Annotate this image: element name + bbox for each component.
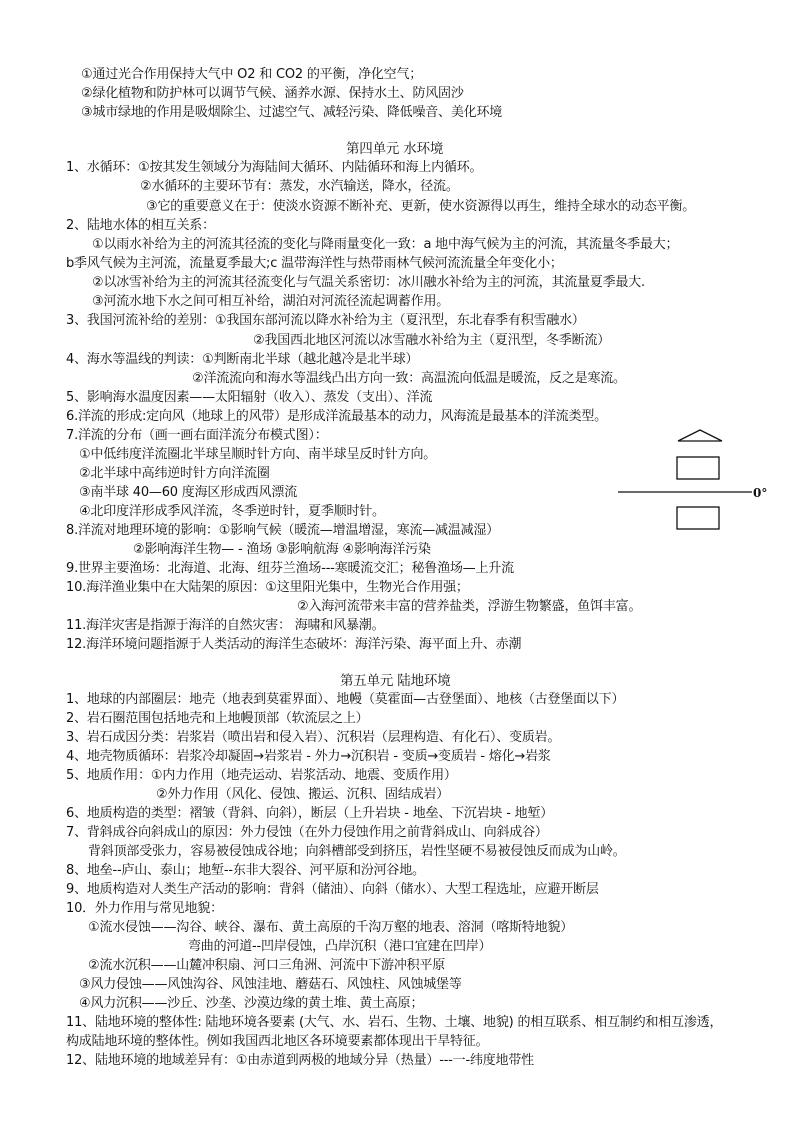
text-line: 2、岩石圈范围包括地壳和上地幔顶部（软流层之上）	[66, 711, 369, 726]
text-line: 9、地质构造对人类生产活动的影响：背斜（储油）、向斜（储水）、大型工程选址，应避开断层	[66, 882, 599, 897]
text-line: 6、地质构造的类型：褶皱（背斜、向斜），断层（上升岩块 - 地垒、下沉岩块 - 地堑）	[66, 806, 554, 821]
text-line: ③南半球 40—60 度海区形成西风漂流	[79, 485, 298, 500]
text-line: 8、地垒--庐山、泰山；地堑--东非大裂谷、河平原和汾河谷地。	[66, 863, 425, 878]
text-line: 3、岩石成因分类：岩浆岩（喷出岩和侵入岩）、沉积岩（层理构造、有化石）、变质岩。	[66, 730, 561, 745]
text-line: ②绿化植物和防护林可以调节气候、涵养水源、保持水土、防风固沙	[81, 86, 464, 101]
section-title: 第四单元 水环境	[346, 141, 444, 157]
text-line: 7、背斜成谷向斜成山的原因：外力侵蚀（在外力侵蚀作用之前背斜成山、向斜成谷）	[66, 825, 548, 840]
text-line: 1、水循环：①按其发生领域分为海陆间大循环、内陆循环和海上内循环。	[66, 160, 483, 175]
diagram-triangle	[678, 430, 722, 441]
text-line: 5、地质作用：①内力作用（地壳运动、岩浆活动、地震、变质作用）	[66, 768, 457, 783]
text-line: 12.海洋环境问题指源于人类活动的海洋生态破坏：海洋污染、海平面上升、赤潮	[66, 637, 522, 652]
text-line: 10.海洋渔业集中在大陆架的原因：①这里阳光集中，生物光合作用强；	[66, 580, 469, 595]
text-line: 12、陆地环境的地域差异有：①由赤道到两极的地域分异（热量）---一-纬度地带性	[66, 1053, 534, 1068]
text-line: ③风力侵蚀——风蚀沟谷、风蚀洼地、蘑菇石、风蚀柱、风蚀城堡等	[79, 977, 462, 992]
text-line: ③河流水地下水之间可相互补给，湖泊对河流径流起调蓄作用。	[92, 294, 450, 309]
text-line: 11.海洋灾害是指源于海洋的自然灾害： 海啸和风暴潮。	[66, 618, 385, 633]
text-line: ②洋流流向和海水等温线凸出方向一致：高温流向低温是暖流，反之是寒流。	[192, 371, 626, 386]
section-title: 第五单元 陆地环境	[340, 673, 451, 689]
text-line: 10．外力作用与常见地貌：	[66, 901, 223, 916]
text-line: ②水循环的主要环节有：蒸发，水汽输送，降水，径流。	[140, 179, 459, 194]
text-line: 3、我国河流补给的差别：①我国东部河流以降水补给为主（夏汛型，东北春季有积雪融水）	[66, 313, 585, 328]
text-line: 背斜顶部受张力，容易被侵蚀成谷地；向斜槽部受到挤压，岩性坚硬不易被侵蚀反而成为山岭。	[88, 844, 626, 859]
text-line: 11、陆地环境的整体性: 陆地环境各要素 (大气、水、岩石、生物、土壤、地貌) 的相互联系、相互制约和相互渗透，	[66, 1015, 723, 1030]
text-line: ②流水沉积——山麓冲积扇、河口三角洲、河流中下游冲积平原	[88, 958, 446, 973]
text-line: 1、地球的内部圈层：地壳（地表到莫霍界面）、地幔（莫霍面—古登堡面）、地核（古登堡面以下）	[66, 692, 625, 707]
text-line: ④北印度洋形成季风洋流，冬季逆时针，夏季顺时针。	[79, 504, 385, 519]
text-line: 9.世界主要渔场：北海道、北海、纽芬兰渔场---寒暖流交汇；秘鲁渔场—上升流	[66, 561, 514, 576]
text-line: ②外力作用（风化、侵蚀、搬运、沉积、固结成岩）	[156, 787, 450, 802]
text-line: 7.洋流的分布（画一画右面洋流分布模式图）：	[66, 428, 328, 443]
text-line: ②北半球中高纬逆时针方向洋流圈	[79, 466, 270, 481]
text-line: 6.洋流的形成:定向风（地球上的风带）是形成洋流最基本的动力，风海流是最基本的洋流类型。	[66, 409, 607, 424]
text-line: 4、海水等温线的判读：①判断南北半球（越北越冷是北半球）	[66, 352, 419, 367]
text-line: ②以冰雪补给为主的河流其径流变化与气温关系密切：冰川融水补给为主的河流，其流量夏季最大.	[92, 275, 645, 290]
text-line: 弯曲的河道--凹岸侵蚀，凸岸沉积（港口宜建在凹岸）	[188, 939, 492, 954]
text-line: ②入海河流带来丰富的营养盐类，浮游生物繁盛，鱼饵丰富。	[297, 599, 642, 614]
text-line: ②我国西北地区河流以冰雪融水补给为主（夏汛型，冬季断流）	[253, 333, 611, 348]
text-line: 4、地壳物质循环：岩浆冷却凝固→岩浆岩 - 外力→沉积岩 - 变质→变质岩 - 熔化→岩浆	[66, 749, 551, 764]
text-line: 8.洋流对地理环境的影响：①影响气候（暖流—增温增湿，寒流—减温减湿）	[66, 523, 500, 538]
text-line: ④风力沉积——沙丘、沙垄、沙漠边缘的黄土堆、黄土高原；	[79, 996, 424, 1011]
text-line: b季风气候为主河流，流量夏季最大;c 温带海洋性与热带雨林气候河流流量全年变化小；	[66, 256, 563, 271]
text-line: 构成陆地环境的整体性。例如我国西北地区各环境要素都体现出干旱特征。	[66, 1034, 489, 1049]
diagram-upper-box	[677, 457, 719, 479]
text-line: ①流水侵蚀——沟谷、峡谷、瀑布、黄土高原的千沟万壑的地表、溶洞（喀斯特地貌）	[88, 920, 574, 935]
diagram-lower-box	[677, 507, 719, 529]
text-line: ③城市绿地的作用是吸烟除尘、过滤空气、减轻污染、降低噪音、美化环境	[81, 105, 503, 120]
text-line: ①通过光合作用保持大气中 O2 和 CO2 的平衡，净化空气；	[81, 67, 423, 82]
text-line: ②影响海洋生物— - 渔场 ③影响航海 ④影响海洋污染	[133, 542, 431, 557]
text-line: ①以雨水补给为主的河流其径流的变化与降雨量变化一致：a 地中海气候为主的河流，其流量冬季最大；	[92, 237, 679, 252]
text-line: ③它的重要意义在于：使淡水资源不断补充、更新，使水资源得以再生，维持全球水的动态平衡。	[146, 199, 696, 214]
ocean-current-diagram	[616, 428, 776, 538]
text-line: ①中低纬度洋流圈北半球呈顺时针方向、南半球呈反时针方向。	[79, 447, 437, 462]
text-line: 2、陆地水体的相互关系：	[66, 218, 215, 233]
equator-label: 0°	[753, 486, 768, 500]
text-line: 5、影响海水温度因素——太阳辐射（收入）、蒸发（支出）、洋流	[66, 390, 433, 405]
